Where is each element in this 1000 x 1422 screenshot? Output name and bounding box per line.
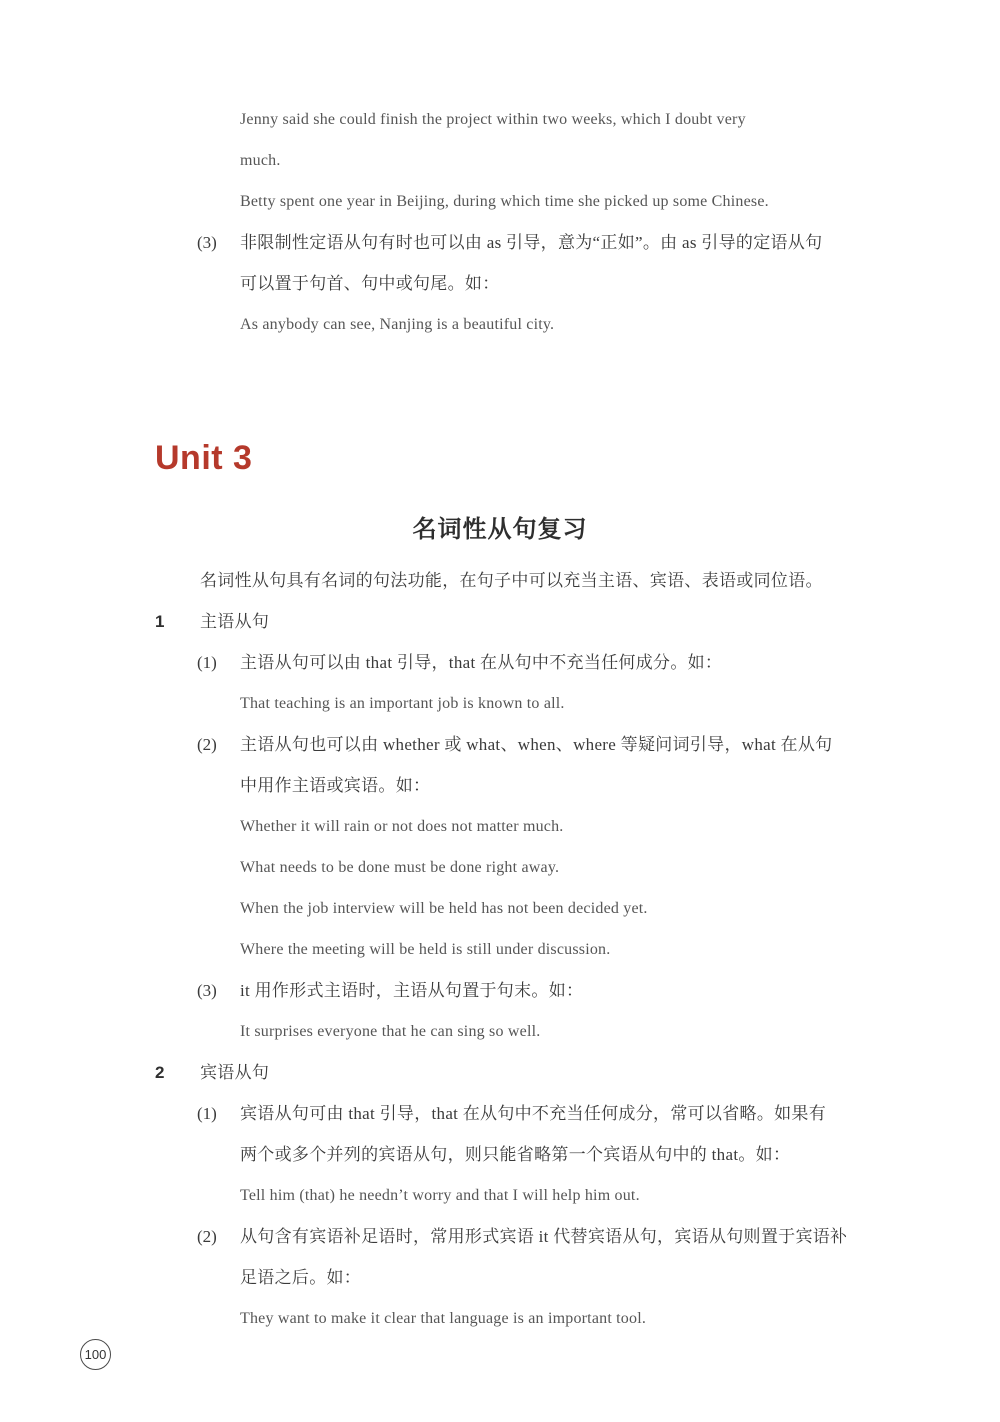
example-sentence-text: Tell him (that) he needn’t worry and that I will help him out.	[240, 1187, 640, 1204]
example-sentence	[155, 99, 1000, 140]
item-marker: (2)	[197, 1227, 217, 1246]
grammar-note-line	[155, 642, 1000, 683]
intro-text: 名词性从句具有名词的句法功能，在句子中可以充当主语、宾语、表语或同位语。	[200, 571, 823, 590]
section-number: 2	[155, 1063, 165, 1082]
example-sentence	[155, 1175, 1000, 1216]
example-sentence-text: It surprises everyone that he can sing so well.	[240, 1023, 541, 1040]
grammar-note-text: 两个或多个并列的宾语从句，则只能省略第一个宾语从句中的 that。如：	[240, 1145, 791, 1164]
grammar-note-line	[155, 970, 1000, 1011]
example-sentence	[155, 1298, 1000, 1339]
section-header	[155, 1052, 1000, 1093]
grammar-note-text: it 用作形式主语时，主语从句置于句末。如：	[240, 981, 584, 1000]
grammar-note-text: 主语从句可以由 that 引导，that 在从句中不充当任何成分。如：	[240, 653, 723, 672]
item-marker: (3)	[197, 981, 217, 1000]
grammar-note-text: 可以置于句首、句中或句尾。如：	[240, 274, 500, 293]
section-number: 1	[155, 612, 165, 631]
grammar-note-text: 宾语从句可由 that 引导，that 在从句中不充当任何成分，常可以省略。如果有	[240, 1104, 827, 1123]
grammar-note-line	[155, 1257, 1000, 1298]
item-marker: (1)	[197, 653, 217, 672]
example-sentence-text: They want to make it clear that language is an important tool.	[240, 1310, 647, 1327]
grammar-note-line	[155, 724, 1000, 765]
grammar-note-line	[155, 1134, 1000, 1175]
example-sentence-text: That teaching is an important job is known to all.	[240, 695, 565, 712]
unit-heading: Unit 3	[155, 439, 253, 477]
example-sentence	[155, 806, 1000, 847]
grammar-note-text: 非限制性定语从句有时也可以由 as 引导，意为“正如”。由 as 引导的定语从句	[240, 233, 823, 252]
grammar-note-text: 足语之后。如：	[240, 1268, 362, 1287]
example-sentence-text: As anybody can see, Nanjing is a beautiful city.	[240, 316, 555, 333]
page-title: 名词性从句复习	[412, 516, 588, 543]
grammar-note-line	[155, 1093, 1000, 1134]
grammar-note-text: 主语从句也可以由 whether 或 what、when、where 等疑问词引导，what 在从句	[240, 735, 833, 754]
grammar-note-line	[155, 222, 1000, 263]
example-sentence-text: much.	[240, 152, 281, 169]
grammar-note-text: 中用作主语或宾语。如：	[240, 776, 431, 795]
example-sentence-text: Jenny said she could finish the project within two weeks, which I doubt very	[240, 111, 746, 128]
section-label: 宾语从句	[200, 1063, 270, 1082]
example-sentence-text: When the job interview will be held has not been decided yet.	[240, 900, 648, 917]
example-sentence	[155, 683, 1000, 724]
example-sentence-text: Betty spent one year in Beijing, during which time she picked up some Chinese.	[240, 193, 769, 210]
example-sentence	[155, 304, 1000, 345]
example-sentence	[155, 847, 1000, 888]
page-number-badge: 100	[80, 1339, 111, 1370]
item-marker: (1)	[197, 1104, 217, 1123]
grammar-note-text: 从句含有宾语补足语时，常用形式宾语 it 代替宾语从句，宾语从句则置于宾语补	[240, 1227, 848, 1246]
example-sentence-text: Whether it will rain or not does not matter much.	[240, 818, 564, 835]
example-sentence-text: Where the meeting will be held is still under discussion.	[240, 941, 611, 958]
example-sentence-text: What needs to be done must be done right away.	[240, 859, 560, 876]
grammar-note-line	[155, 765, 1000, 806]
item-marker: (2)	[197, 735, 217, 754]
example-sentence	[155, 888, 1000, 929]
grammar-note-line	[155, 1216, 1000, 1257]
example-sentence	[155, 1011, 1000, 1052]
example-sentence	[155, 140, 1000, 181]
example-sentence	[155, 181, 1000, 222]
grammar-note-line	[155, 263, 1000, 304]
item-marker: (3)	[197, 233, 217, 252]
example-sentence	[155, 929, 1000, 970]
intro-paragraph	[155, 560, 1000, 601]
section-header	[155, 601, 1000, 642]
section-label: 主语从句	[200, 612, 270, 631]
